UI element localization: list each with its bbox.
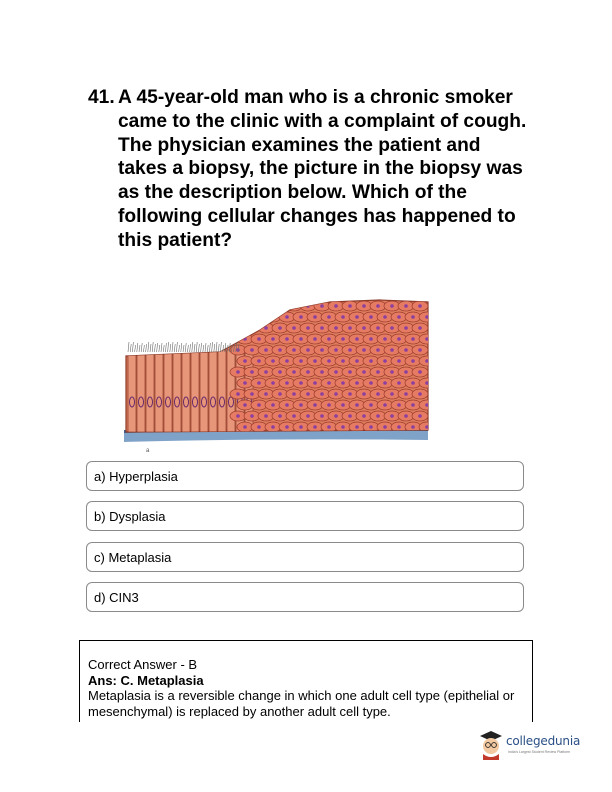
mascot-icon bbox=[478, 730, 504, 760]
figure-caption: a bbox=[146, 448, 150, 454]
logo-name: collegedunia bbox=[506, 734, 581, 748]
logo-tagline: India's Largest Student Review Platform bbox=[508, 750, 571, 754]
biopsy-illustration bbox=[120, 288, 430, 450]
correct-answer: Correct Answer - B bbox=[88, 657, 198, 672]
answer-title: Ans: C. Metaplasia bbox=[88, 672, 204, 688]
option-b[interactable]: b) Dysplasia bbox=[86, 501, 524, 531]
metaplasia-epithelium-image bbox=[120, 288, 430, 450]
option-c[interactable]: c) Metaplasia bbox=[86, 542, 524, 572]
option-d[interactable]: d) CIN3 bbox=[86, 582, 524, 612]
collegedunia-logo bbox=[478, 728, 606, 762]
question-number: 41. bbox=[88, 87, 115, 108]
answer-explanation: Metaplasia is a reversible change in which one adult cell type (epithelial or mesenchymal) is replaced by another adult cell type. bbox=[88, 688, 515, 719]
question-block bbox=[88, 86, 528, 253]
answer-box bbox=[79, 640, 533, 722]
option-a[interactable]: a) Hyperplasia bbox=[86, 461, 524, 491]
question-text: A 45-year-old man who is a chronic smoker came to the clinic with a complaint of cough. The physician examines the patient and takes a biopsy, the picture in the biopsy was as the description below. Which of the following cellular changes has happened to this patient? bbox=[118, 87, 527, 251]
